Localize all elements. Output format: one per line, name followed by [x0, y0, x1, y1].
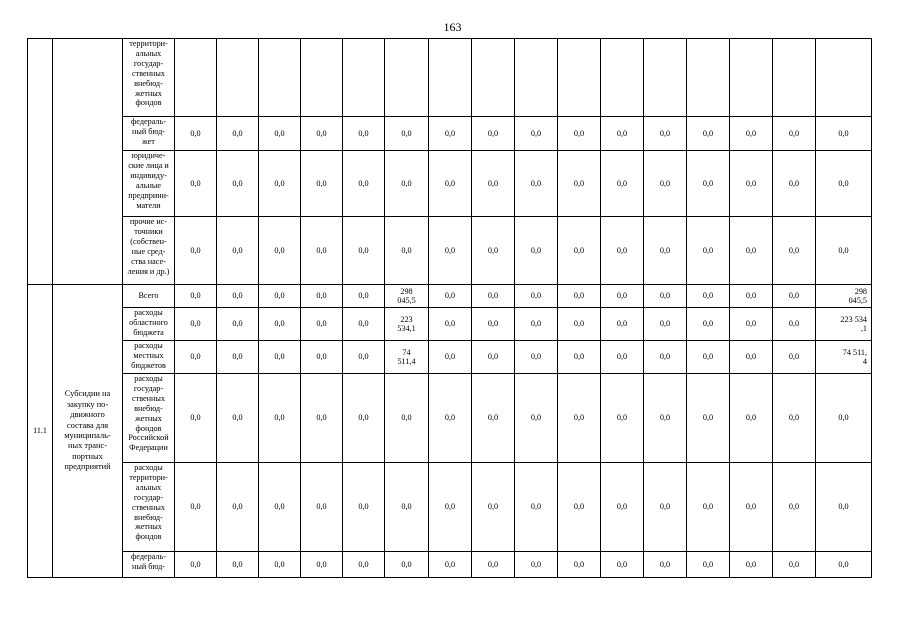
value-cell: 0,0 [217, 463, 259, 552]
value-cell: 0,0 [601, 552, 644, 578]
value-cell: 0,0 [730, 552, 773, 578]
value-cell: 0,0 [472, 341, 515, 374]
value-cell: 0,0 [343, 374, 385, 463]
value-cell: 0,0 [385, 217, 429, 285]
value-cell: 0,0 [730, 285, 773, 308]
funding-source-cell: расходы местных бюджетов [123, 341, 175, 374]
value-cell: 0,0 [816, 151, 872, 217]
value-cell: 0,0 [385, 552, 429, 578]
value-cell [175, 39, 217, 117]
value-cell: 74 511,4 [385, 341, 429, 374]
funding-source-cell: расходы территори- альных государ- ственных внебюд- жетных фондов [123, 463, 175, 552]
value-cell: 0,0 [730, 117, 773, 151]
value-cell [773, 39, 816, 117]
value-cell [301, 39, 343, 117]
funding-source-cell: территори- альных государ- ственных внебюд- жетных фондов [123, 39, 175, 117]
value-cell: 0,0 [730, 151, 773, 217]
value-cell: 0,0 [816, 117, 872, 151]
value-cell: 0,0 [515, 552, 558, 578]
value-cell: 0,0 [730, 308, 773, 341]
value-cell: 0,0 [773, 463, 816, 552]
value-cell: 0,0 [343, 117, 385, 151]
value-cell: 0,0 [730, 217, 773, 285]
value-cell: 0,0 [301, 217, 343, 285]
value-cell: 0,0 [217, 151, 259, 217]
value-cell: 0,0 [558, 374, 601, 463]
value-cell: 0,0 [343, 552, 385, 578]
value-cell: 0,0 [816, 217, 872, 285]
value-cell: 0,0 [687, 463, 730, 552]
value-cell: 0,0 [259, 285, 301, 308]
value-cell: 0,0 [175, 151, 217, 217]
value-cell: 0,0 [687, 217, 730, 285]
value-cell: 0,0 [217, 552, 259, 578]
value-cell: 0,0 [259, 463, 301, 552]
value-cell: 74 511, 4 [816, 341, 872, 374]
value-cell: 0,0 [301, 308, 343, 341]
value-cell: 0,0 [472, 117, 515, 151]
activity-name-cell: Субсидии на закупку по- движного состава для муниципаль- ных транс- портных предприятий [53, 285, 123, 578]
value-cell: 0,0 [515, 151, 558, 217]
value-cell: 0,0 [816, 374, 872, 463]
value-cell: 0,0 [343, 151, 385, 217]
value-cell: 0,0 [217, 117, 259, 151]
value-cell: 0,0 [816, 463, 872, 552]
value-cell: 0,0 [558, 285, 601, 308]
value-cell [515, 39, 558, 117]
row-number-cell [28, 39, 53, 285]
value-cell: 0,0 [472, 552, 515, 578]
value-cell: 0,0 [175, 552, 217, 578]
value-cell: 0,0 [515, 117, 558, 151]
value-cell: 0,0 [385, 117, 429, 151]
value-cell: 0,0 [601, 217, 644, 285]
value-cell: 0,0 [175, 374, 217, 463]
value-cell: 0,0 [558, 117, 601, 151]
value-cell: 0,0 [259, 217, 301, 285]
value-cell: 0,0 [773, 285, 816, 308]
value-cell: 0,0 [217, 341, 259, 374]
value-cell [429, 39, 472, 117]
value-cell: 0,0 [773, 217, 816, 285]
value-cell: 0,0 [259, 308, 301, 341]
activity-name-cell [53, 39, 123, 285]
value-cell: 0,0 [558, 151, 601, 217]
value-cell: 0,0 [773, 341, 816, 374]
value-cell: 0,0 [429, 463, 472, 552]
value-cell: 0,0 [301, 285, 343, 308]
value-cell [385, 39, 429, 117]
value-cell: 0,0 [429, 374, 472, 463]
value-cell [217, 39, 259, 117]
value-cell: 0,0 [429, 308, 472, 341]
value-cell [601, 39, 644, 117]
value-cell: 0,0 [385, 151, 429, 217]
value-cell: 0,0 [558, 217, 601, 285]
table-row [28, 217, 872, 285]
value-cell: 223 534,1 [385, 308, 429, 341]
value-cell: 0,0 [644, 285, 687, 308]
value-cell: 0,0 [301, 117, 343, 151]
value-cell: 0,0 [472, 463, 515, 552]
table-row [28, 117, 872, 151]
value-cell: 298 045,5 [385, 285, 429, 308]
value-cell: 0,0 [773, 552, 816, 578]
value-cell: 0,0 [601, 151, 644, 217]
value-cell: 0,0 [644, 463, 687, 552]
table-row [28, 39, 872, 117]
funding-source-cell: расходы государ- ственных внебюд- жетных фондов Российской Федерации [123, 374, 175, 463]
value-cell: 0,0 [601, 117, 644, 151]
value-cell: 0,0 [730, 463, 773, 552]
value-cell: 0,0 [175, 308, 217, 341]
value-cell: 0,0 [515, 463, 558, 552]
value-cell: 298 045,5 [816, 285, 872, 308]
value-cell: 0,0 [429, 552, 472, 578]
value-cell: 0,0 [687, 552, 730, 578]
value-cell: 223 534 ,1 [816, 308, 872, 341]
value-cell: 0,0 [385, 463, 429, 552]
value-cell: 0,0 [601, 463, 644, 552]
value-cell: 0,0 [644, 552, 687, 578]
value-cell: 0,0 [175, 341, 217, 374]
value-cell: 0,0 [601, 374, 644, 463]
budget-table [27, 38, 872, 578]
value-cell: 0,0 [301, 463, 343, 552]
value-cell: 0,0 [472, 217, 515, 285]
value-cell: 0,0 [644, 308, 687, 341]
value-cell: 0,0 [301, 151, 343, 217]
value-cell: 0,0 [644, 217, 687, 285]
row-number-cell: 11.1 [28, 285, 53, 578]
value-cell: 0,0 [301, 374, 343, 463]
value-cell: 0,0 [558, 308, 601, 341]
value-cell: 0,0 [644, 151, 687, 217]
value-cell: 0,0 [601, 341, 644, 374]
value-cell: 0,0 [259, 341, 301, 374]
table-row [28, 308, 872, 341]
value-cell: 0,0 [429, 341, 472, 374]
value-cell: 0,0 [259, 151, 301, 217]
value-cell: 0,0 [773, 374, 816, 463]
value-cell [558, 39, 601, 117]
value-cell: 0,0 [343, 285, 385, 308]
value-cell: 0,0 [515, 374, 558, 463]
value-cell: 0,0 [343, 217, 385, 285]
value-cell: 0,0 [687, 374, 730, 463]
value-cell [343, 39, 385, 117]
value-cell: 0,0 [687, 151, 730, 217]
value-cell: 0,0 [644, 341, 687, 374]
value-cell: 0,0 [773, 117, 816, 151]
value-cell: 0,0 [343, 341, 385, 374]
value-cell [472, 39, 515, 117]
value-cell: 0,0 [259, 552, 301, 578]
value-cell: 0,0 [175, 217, 217, 285]
value-cell: 0,0 [217, 308, 259, 341]
value-cell: 0,0 [429, 217, 472, 285]
value-cell: 0,0 [217, 217, 259, 285]
value-cell: 0,0 [217, 285, 259, 308]
page-number: 163 [443, 20, 462, 34]
value-cell: 0,0 [175, 117, 217, 151]
value-cell: 0,0 [472, 374, 515, 463]
value-cell: 0,0 [472, 285, 515, 308]
value-cell: 0,0 [259, 374, 301, 463]
value-cell: 0,0 [687, 285, 730, 308]
value-cell: 0,0 [558, 552, 601, 578]
value-cell: 0,0 [472, 308, 515, 341]
value-cell: 0,0 [217, 374, 259, 463]
table-row [28, 341, 872, 374]
table-row [28, 552, 872, 578]
table-row [28, 463, 872, 552]
value-cell: 0,0 [515, 308, 558, 341]
value-cell: 0,0 [644, 374, 687, 463]
value-cell: 0,0 [730, 341, 773, 374]
table-row [28, 151, 872, 217]
funding-source-cell: федераль- ный бюд- жет [123, 117, 175, 151]
value-cell [816, 39, 872, 117]
value-cell: 0,0 [558, 463, 601, 552]
value-cell: 0,0 [429, 285, 472, 308]
budget-table-body [28, 39, 872, 578]
value-cell: 0,0 [515, 341, 558, 374]
value-cell: 0,0 [558, 341, 601, 374]
value-cell: 0,0 [301, 341, 343, 374]
value-cell: 0,0 [429, 117, 472, 151]
value-cell: 0,0 [472, 151, 515, 217]
value-cell: 0,0 [175, 463, 217, 552]
value-cell: 0,0 [601, 308, 644, 341]
value-cell: 0,0 [343, 308, 385, 341]
value-cell: 0,0 [730, 374, 773, 463]
value-cell: 0,0 [259, 117, 301, 151]
funding-source-cell: расходы областного бюджета [123, 308, 175, 341]
value-cell: 0,0 [773, 151, 816, 217]
table-row [28, 374, 872, 463]
value-cell: 0,0 [687, 117, 730, 151]
value-cell: 0,0 [687, 341, 730, 374]
value-cell: 0,0 [644, 117, 687, 151]
value-cell: 0,0 [429, 151, 472, 217]
value-cell: 0,0 [343, 463, 385, 552]
value-cell: 0,0 [816, 552, 872, 578]
value-cell [644, 39, 687, 117]
value-cell: 0,0 [773, 308, 816, 341]
table-row [28, 285, 872, 308]
funding-source-cell: Всего [123, 285, 175, 308]
funding-source-cell: прочие ис- точники (собствен- ные сред- ства насе- ления и др.) [123, 217, 175, 285]
value-cell: 0,0 [515, 217, 558, 285]
value-cell: 0,0 [601, 285, 644, 308]
funding-source-cell: федераль- ный бюд- [123, 552, 175, 578]
value-cell: 0,0 [301, 552, 343, 578]
value-cell [259, 39, 301, 117]
funding-source-cell: юридиче- ские лица и индивиду- альные предприни- матели [123, 151, 175, 217]
value-cell: 0,0 [175, 285, 217, 308]
value-cell: 0,0 [385, 374, 429, 463]
value-cell [730, 39, 773, 117]
value-cell: 0,0 [515, 285, 558, 308]
value-cell [687, 39, 730, 117]
value-cell: 0,0 [687, 308, 730, 341]
